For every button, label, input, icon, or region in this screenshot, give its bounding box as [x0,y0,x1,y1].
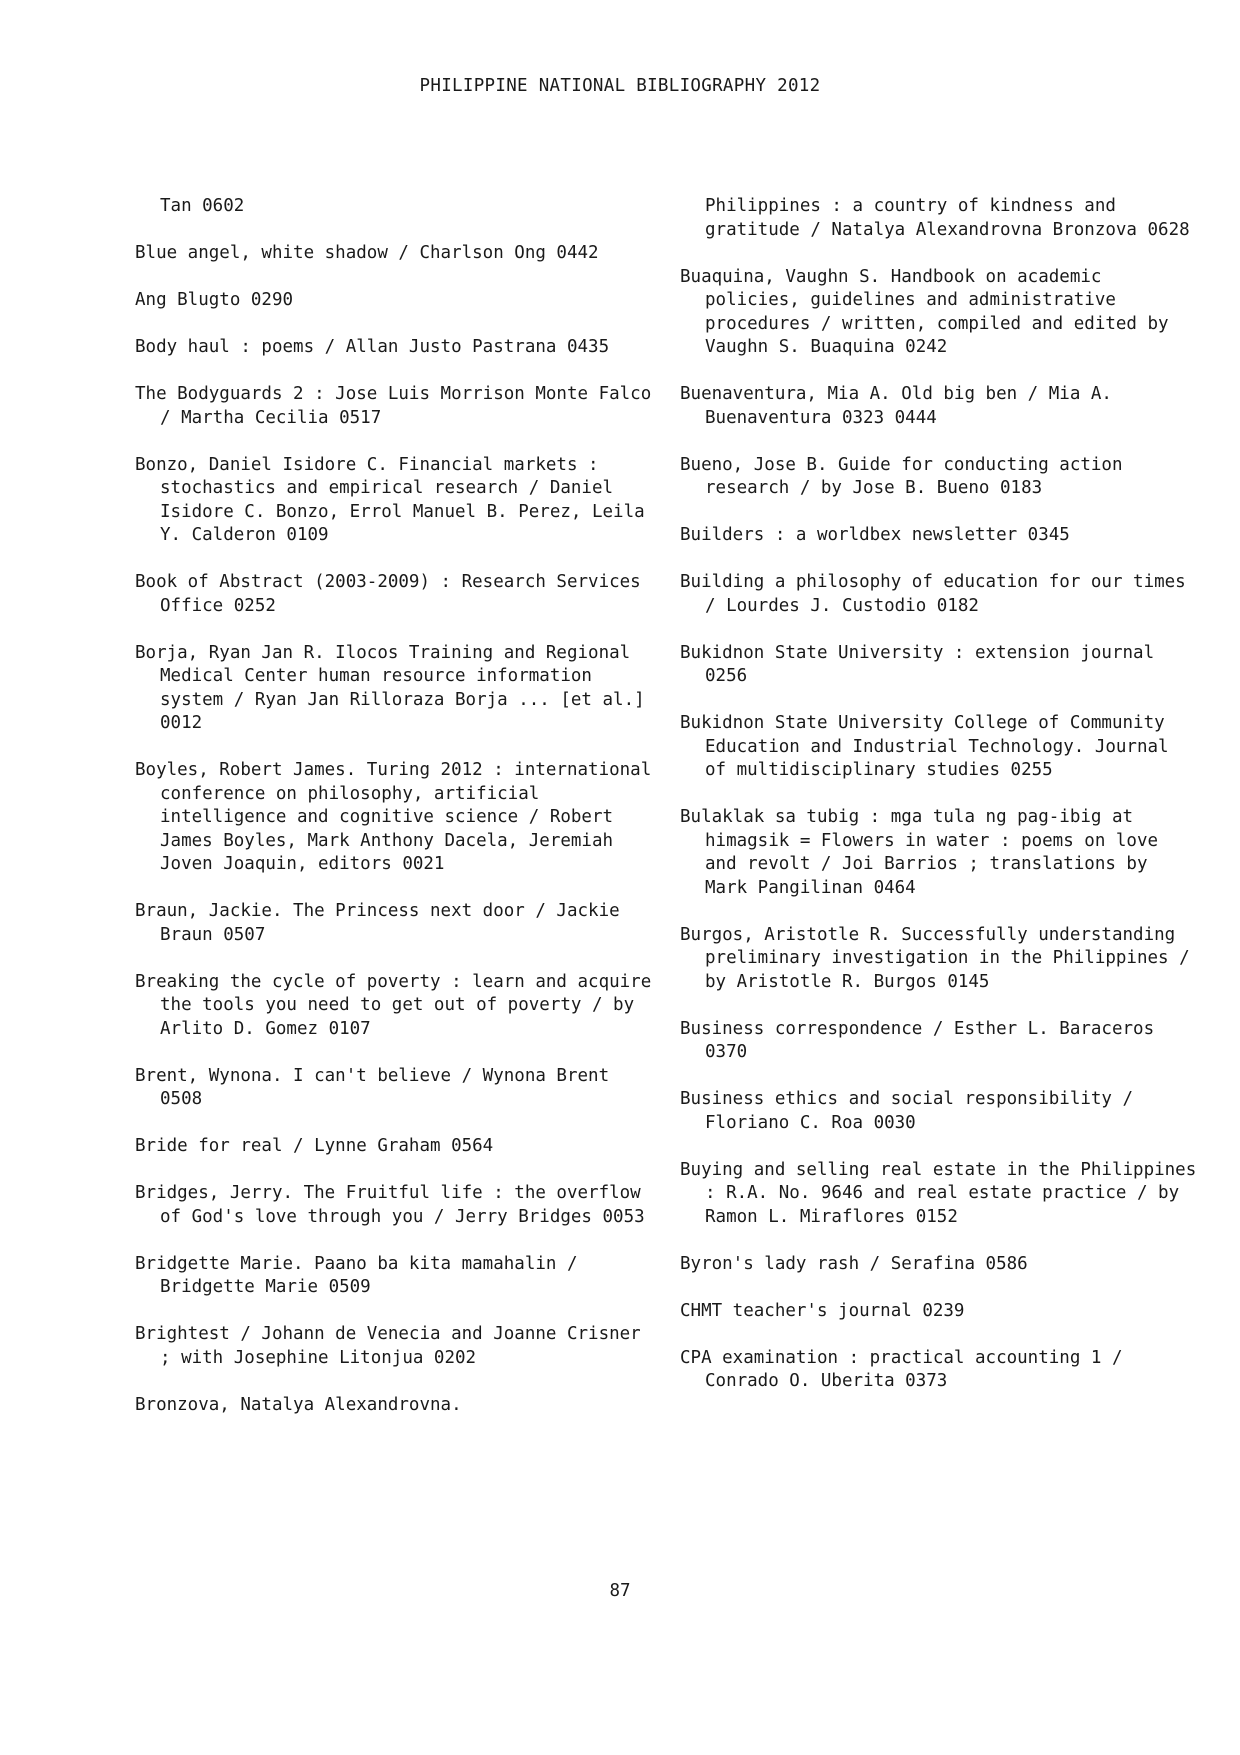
list-item: Braun, Jackie. The Princess next door / Jackie Braun 0507 [135,901,620,945]
list-item: CHMT teacher's journal 0239 [680,1300,965,1321]
list-item: Bulaklak sa tubig : mga tula ng pag-ibig at himagsik = Flowers in water : poems on love and revolt / Joi Barrios ; translations by Mark Pangilinan 0464 [680,807,1159,898]
list-item: Bridgette Marie. Paano ba kita mamahalin / Bridgette Marie 0509 [135,1253,578,1297]
list-item: CPA examination : practical accounting 1 / Conrado O. Uberita 0373 [680,1347,1123,1391]
list-item: Building a philosophy of education for our times / Lourdes J. Custodio 0182 [680,572,1186,616]
list-item: Tan 0602 [160,196,245,216]
list-item: Buaquina, Vaughn S. Handbook on academic policies, guidelines and administrative procedures / written, compiled and edited by Vaughn S. Buaquina 0242 [680,266,1169,357]
list-item: Blue angel, white shadow / Charlson Ong 0442 [135,243,599,263]
list-item: Ang Blugto 0290 [135,290,294,310]
list-item: Philippines : a country of kindness and gratitude / Natalya Alexandrovna Bronzova 0628 [705,196,1190,240]
list-item: Buying and selling real estate in the Philippines : R.A. No. 9646 and real estate practice / by Ramon L. Miraflores 0152 [680,1159,1197,1227]
list-item: Brightest / Johann de Venecia and Joanne Crisner ; with Josephine Litonjua 0202 [135,1324,641,1368]
right-column [680,195,1200,1417]
list-item: Body haul : poems / Allan Justo Pastrana 0435 [135,337,610,357]
page-number: 87 [609,1581,631,1601]
list-item: Business ethics and social responsibility / Floriano C. Roa 0030 [680,1089,1134,1133]
list-item: Brent, Wynona. I can't believe / Wynona Brent 0508 [135,1065,610,1109]
list-item: Bonzo, Daniel Isidore C. Financial markets : stochastics and empirical research / Daniel Isidore C. Bonzo, Errol Manuel B. Perez, Leila Y. Calderon 0109 [135,454,645,545]
left-column [135,195,655,1441]
list-item: Buenaventura, Mia A. Old big ben / Mia A. Buenaventura 0323 0444 [680,384,1112,428]
list-item: Business correspondence / Esther L. Baraceros 0370 [680,1018,1155,1062]
list-item: The Bodyguards 2 : Jose Luis Morrison Monte Falco / Martha Cecilia 0517 [135,384,652,428]
list-item: Bukidnon State University : extension journal 0256 [680,642,1155,686]
list-item: Bukidnon State University College of Community Education and Industrial Technology. Journal of multidisciplinary studies 0255 [680,713,1169,780]
list-item: Bueno, Jose B. Guide for conducting action research / by Jose B. Bueno 0183 [680,454,1123,498]
list-item: Byron's lady rash / Serafina 0586 [680,1253,1028,1274]
list-item: Breaking the cycle of poverty : learn and acquire the tools you need to get out of poverty / by Arlito D. Gomez 0107 [135,971,652,1039]
list-item: Bride for real / Lynne Graham 0564 [135,1136,494,1156]
page-header: PHILIPPINE NATIONAL BIBLIOGRAPHY 2012 [419,76,821,96]
list-item: Bronzova, Natalya Alexandrovna. [135,1394,462,1415]
list-item: Builders : a worldbex newsletter 0345 [680,525,1070,545]
list-item: Burgos, Aristotle R. Successfully understanding preliminary investigation in the Philippines / by Aristotle R. Burgos 0145 [680,924,1190,992]
list-item: Book of Abstract (2003-2009) : Research Services Office 0252 [135,572,641,616]
list-item: Boyles, Robert James. Turing 2012 : international conference on philosophy, artificial intelligence and cognitive science / Robert James Boyles, Mark Anthony Dacela, Jeremiah Joven Joaquin, editors 0021 [135,760,652,874]
list-item: Bridges, Jerry. The Fruitful life : the overflow of God's love through you / Jerry Bridges 0053 [135,1183,645,1227]
list-item: Borja, Ryan Jan R. Ilocos Training and Regional Medical Center human resource information system / Ryan Jan Rilloraza Borja ... [et al.] 0012 [135,642,645,733]
